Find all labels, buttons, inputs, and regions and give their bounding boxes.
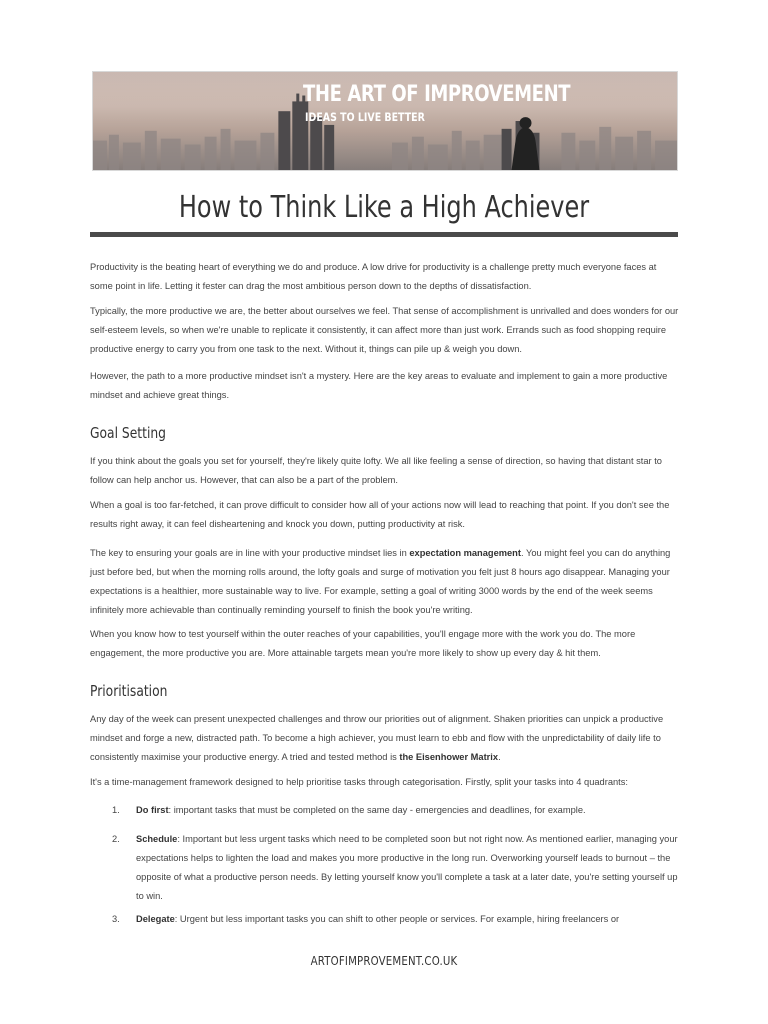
footer-website: ARTOFIMPROVEMENT.CO.UK	[310, 954, 458, 968]
bold-text: the Eisenhower Matrix	[399, 752, 499, 762]
section-heading-goal-setting: Goal Setting	[90, 424, 166, 442]
banner-title: THE ART OF IMPROVEMENT	[303, 82, 571, 107]
priority-paragraph-2: It's a time-management framework designed to help prioritise tasks through categorisation. Firstly, split your tasks into 4 quadrants:	[90, 777, 628, 787]
goal-paragraph-3: The key to ensuring your goals are in line with your productive mindset lies in expectation management. You might feel you can do anything just before bed, but when the morning rolls around, the lofty goals and surge of motivation you felt just 8 hours ago disappear. Managing your expectations is a healthier, more sustainable way to live. For example, setting a goal of writing 3000 words by the end of the week seems infinitely more achievable than continually reminding yourself to finish the book you're writing.	[90, 548, 671, 615]
article-title: How to Think Like a High Achiever	[178, 190, 590, 225]
intro-paragraph-2: Typically, the more productive we are, the better about ourselves we feel. That sense of accomplishment is unrivalled and does wonders for our self-esteem levels, so when we're unable to replicate it consistently, it can affect more than just work. Errands such as food shopping require productive energy to carry you from one task to the next. Without it, things can pile up & weigh you down.	[90, 306, 679, 354]
goal-paragraph-4: When you know how to test yourself within the outer reaches of your capabilities, you'll engage more with the work you do. The more engagement, the more productive you are. More attainable targets mean you're more likely to show up every day & hit them.	[90, 629, 636, 658]
section-heading-prioritisation: Prioritisation	[90, 682, 168, 700]
list-text: Do first: important tasks that must be completed on the same day - emergencies and deadlines, for example.	[136, 805, 586, 815]
intro-paragraph-3: However, the path to a more productive mindset isn't a mystery. Here are the key areas to evaluate and implement to gain a more productive mindset and achieve great things.	[90, 371, 668, 400]
list-text: Schedule: Important but less urgent tasks which need to be completed soon but not right now. As mentioned earlier, managing your expectations helps to lighten the load and makes you more productive in the long run. Overworking yourself leads to burnout – the opposite of what a productive person needs. By letting yourself know you'll complete a task at a later date, you're setting yourself up to win.	[136, 834, 678, 901]
goal-paragraph-1: If you think about the goals you set for yourself, they're likely quite lofty. We all like feeling a sense of direction, so having that distant star to follow can help anchor us. However, that can also be a part of the problem.	[90, 456, 662, 485]
banner-subtitle: IDEAS TO LIVE BETTER	[305, 110, 425, 124]
list-number: 2.	[112, 834, 120, 844]
list-text: Delegate: Urgent but less important tasks you can shift to other people or services. For example, hiring freelancers or	[136, 914, 620, 924]
header-banner	[92, 71, 678, 171]
title-divider	[90, 232, 678, 237]
list-number: 1.	[112, 805, 120, 815]
bold-text: expectation management	[409, 548, 521, 558]
priority-paragraph-1: Any day of the week can present unexpected challenges and throw our priorities out of alignment. Shaken priorities can unpick a productive mindset and forge a new, distracted path. To become a high achiever, you must learn to ebb and flow with the unpredictability of daily life to consistently maximise your productive energy. A tried and tested method is the Eisenhower Matrix.	[90, 714, 664, 762]
list-number: 3.	[112, 914, 120, 924]
goal-paragraph-2: When a goal is too far-fetched, it can prove difficult to consider how all of your actions now will lead to reaching that point. If you don't see the results right away, it can feel disheartening and knock you down, putting productivity at risk.	[90, 500, 670, 529]
intro-paragraph-1: Productivity is the beating heart of everything we do and produce. A low drive for productivity is a challenge pretty much everyone faces at some point in life. Letting it fester can drag the most ambitious person down to the depths of dissatisfaction.	[90, 262, 657, 291]
